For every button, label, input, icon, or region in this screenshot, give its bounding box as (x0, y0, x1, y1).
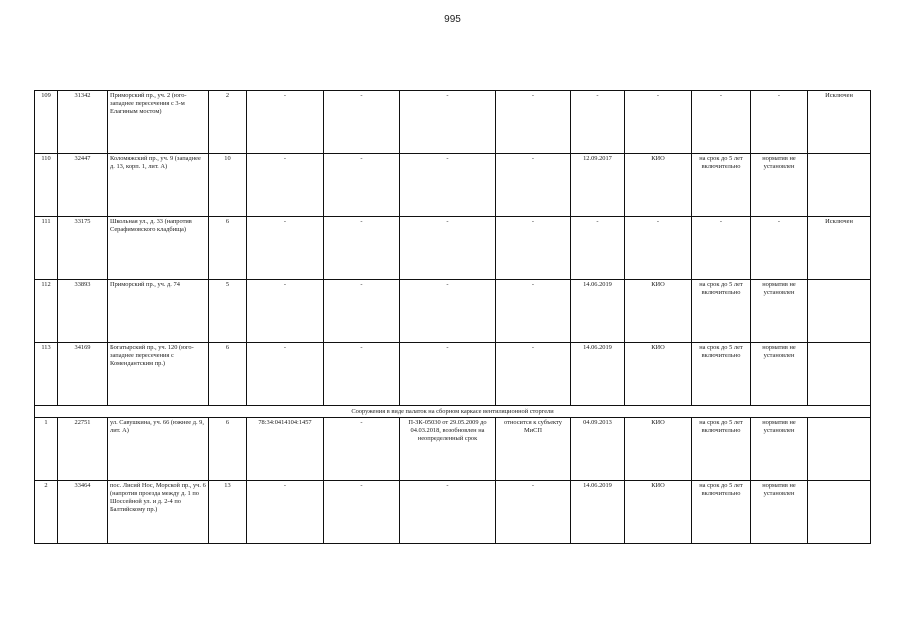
cell-contract: - (400, 481, 496, 544)
cell-address: Коломяжский пр., уч. 9 (западнее д. 13, корп. 1, лит. А) (108, 154, 209, 217)
cell-date: 14.06.2019 (571, 481, 625, 544)
cell-address: Приморский пр., уч. 2 (юго-западнее пересечения с 3-м Елагиным мостом) (108, 91, 209, 154)
cell-quantity: 6 (209, 217, 247, 280)
table-row (35, 343, 871, 406)
cell-code: 22751 (58, 418, 108, 481)
cell-code: 34169 (58, 343, 108, 406)
cell-cadastral: 78:34:0414104:1457 (247, 418, 324, 481)
cell-term: - (692, 91, 751, 154)
cell-category: - (496, 217, 571, 280)
cell-quantity: 2 (209, 91, 247, 154)
cell-status (808, 343, 871, 406)
cell-date: - (571, 217, 625, 280)
cell-col6: - (324, 280, 400, 343)
cell-col6: - (324, 418, 400, 481)
cell-category: - (496, 91, 571, 154)
cell-number: 111 (35, 217, 58, 280)
cell-organization: КИО (625, 343, 692, 406)
cell-organization: КИО (625, 154, 692, 217)
table-row (35, 91, 871, 154)
table-row (35, 418, 871, 481)
cell-date: - (571, 91, 625, 154)
cell-organization: КИО (625, 481, 692, 544)
cell-number: 1 (35, 418, 58, 481)
cell-number: 2 (35, 481, 58, 544)
cell-col6: - (324, 481, 400, 544)
section-header-row (35, 406, 871, 418)
cell-number: 109 (35, 91, 58, 154)
cell-organization: КИО (625, 418, 692, 481)
cell-date: 04.09.2013 (571, 418, 625, 481)
cell-quantity: 10 (209, 154, 247, 217)
cell-organization: КИО (625, 280, 692, 343)
cell-number: 112 (35, 280, 58, 343)
cell-norm: норматив не установлен (751, 343, 808, 406)
cell-term: на срок до 5 лет включительно (692, 481, 751, 544)
cell-organization: - (625, 91, 692, 154)
table-row (35, 481, 871, 544)
cell-quantity: 13 (209, 481, 247, 544)
cell-term: на срок до 5 лет включительно (692, 418, 751, 481)
cell-address: Школьная ул., д. 33 (напротив Серафимовского кладбища) (108, 217, 209, 280)
cell-status: Исключен (808, 217, 871, 280)
cell-address: Богатырский пр., уч. 120 (юго-западнее пересечения с Комендантским пр.) (108, 343, 209, 406)
cell-status (808, 481, 871, 544)
cell-term: на срок до 5 лет включительно (692, 154, 751, 217)
cell-norm: - (751, 217, 808, 280)
cell-category: - (496, 280, 571, 343)
cell-code: 33464 (58, 481, 108, 544)
cell-date: 14.06.2019 (571, 343, 625, 406)
cell-address: Приморский пр., уч. д. 74 (108, 280, 209, 343)
table-row (35, 154, 871, 217)
cell-status (808, 418, 871, 481)
cell-contract: П-ЗК-05030 от 29.05.2009 до 04.03.2018, возобновлен на неопределенный срок (400, 418, 496, 481)
cell-category: - (496, 481, 571, 544)
cell-number: 113 (35, 343, 58, 406)
cell-number: 110 (35, 154, 58, 217)
cell-organization: - (625, 217, 692, 280)
table-row (35, 280, 871, 343)
cell-contract: - (400, 280, 496, 343)
cell-date: 14.06.2019 (571, 280, 625, 343)
cell-code: 33893 (58, 280, 108, 343)
cell-norm: норматив не установлен (751, 418, 808, 481)
cell-norm: норматив не установлен (751, 280, 808, 343)
cell-category: - (496, 343, 571, 406)
cell-norm: норматив не установлен (751, 481, 808, 544)
cell-category: относится к субъекту МиСП (496, 418, 571, 481)
cell-status (808, 280, 871, 343)
cell-date: 12.09.2017 (571, 154, 625, 217)
cell-quantity: 6 (209, 343, 247, 406)
cell-norm: норматив не установлен (751, 154, 808, 217)
cell-address: ул. Савушкина, уч. 66 (южнее д. 9, лит. А) (108, 418, 209, 481)
cell-term: - (692, 217, 751, 280)
cell-cadastral: - (247, 91, 324, 154)
cell-col6: - (324, 154, 400, 217)
cell-code: 32447 (58, 154, 108, 217)
registry-table (34, 90, 871, 544)
cell-contract: - (400, 343, 496, 406)
cell-col6: - (324, 91, 400, 154)
cell-category: - (496, 154, 571, 217)
cell-contract: - (400, 154, 496, 217)
cell-contract: - (400, 217, 496, 280)
cell-status: Исключен (808, 91, 871, 154)
cell-quantity: 6 (209, 418, 247, 481)
cell-cadastral: - (247, 280, 324, 343)
cell-term: на срок до 5 лет включительно (692, 343, 751, 406)
cell-cadastral: - (247, 154, 324, 217)
page-number: 995 (444, 14, 461, 25)
table-row (35, 217, 871, 280)
cell-quantity: 5 (209, 280, 247, 343)
cell-contract: - (400, 91, 496, 154)
cell-term: на срок до 5 лет включительно (692, 280, 751, 343)
cell-address: пос. Лисий Нос, Морской пр., уч. 6 (напротив проезда между д. 1 по Шоссейной ул. и д. 2-4 по Балтийскому пр.) (108, 481, 209, 544)
cell-cadastral: - (247, 217, 324, 280)
cell-col6: - (324, 343, 400, 406)
cell-code: 33175 (58, 217, 108, 280)
cell-cadastral: - (247, 343, 324, 406)
cell-col6: - (324, 217, 400, 280)
cell-norm: - (751, 91, 808, 154)
cell-code: 31342 (58, 91, 108, 154)
cell-status (808, 154, 871, 217)
cell-cadastral: - (247, 481, 324, 544)
section-title: Сооружения в виде палаток на сборном каркасе вентиляционной сторгели (35, 406, 871, 418)
